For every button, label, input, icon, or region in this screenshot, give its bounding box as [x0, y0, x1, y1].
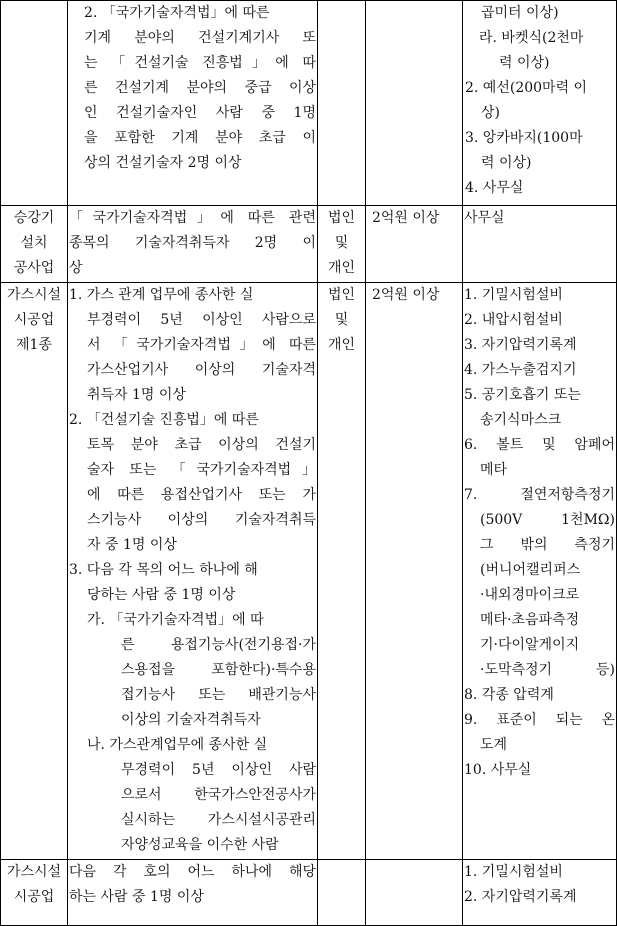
text-line: 6. 볼트 및 암페어	[464, 437, 615, 453]
applicant-cell	[318, 283, 366, 860]
text-line: 법인	[327, 287, 356, 303]
text-line: 2. 「건설기술 진흥법」에 따른	[69, 412, 259, 428]
text-line: 른 용접기능사(전기용접·가	[121, 637, 316, 653]
text-line: 도계	[480, 737, 508, 753]
text-line: 가스시설	[6, 864, 62, 880]
text-line: 및	[334, 235, 349, 251]
text-line: 7. 절연저항측정기	[464, 487, 615, 503]
text-line: 다음 각 호의 어느 하나에 해당	[69, 864, 316, 880]
equipment-cell	[463, 860, 617, 926]
capital-cell	[366, 206, 463, 283]
equipment-cell	[463, 206, 617, 283]
text-line: 시공업	[13, 312, 55, 328]
text-line: 술자 또는 「국가기술자격법」	[87, 462, 316, 478]
text-line: 스기능사 이상의 기술자격취득	[87, 512, 316, 528]
text-line: 나. 가스관계업무에 종사한 실	[87, 737, 268, 753]
text-line: 자양성교육을 이수한 사람	[121, 837, 279, 853]
text-line: 가스산업기사 이상의 기술자격	[87, 362, 316, 378]
text-line: 5. 공기호흡기 또는	[464, 387, 581, 403]
text-line: 부경력이 5년 이상인 사람으로	[87, 312, 316, 328]
text-line: 이상의 기술자격취득자	[121, 712, 261, 728]
text-line: 을 포함한 기계 분야 초급 이	[84, 130, 316, 146]
text-line: 에 따른 용접산업기사 또는 가	[87, 487, 316, 503]
text-line: 취득자 1명 이상	[87, 387, 186, 403]
capital-cell	[366, 1, 463, 206]
business-type-cell	[1, 1, 68, 206]
text-line: 른 건설기계 분야의 중급 이상	[84, 80, 316, 96]
text-line: 력 이상)	[481, 155, 532, 171]
text-line: 4. 가스누출검지기	[464, 362, 577, 378]
qualification-cell	[68, 860, 318, 926]
text-line: 1. 기밀시험설비	[464, 287, 563, 303]
table-row	[1, 283, 617, 860]
text-line: 서 「국가기술자격법」에 따른	[87, 337, 316, 353]
text-line: (버니어캘리퍼스	[480, 562, 581, 578]
text-line: 승강기	[13, 210, 55, 226]
text-line: ·도막측정기 등)	[480, 662, 615, 678]
business-type-cell	[1, 283, 68, 860]
text-line: 4. 사무실	[465, 180, 524, 196]
text-line: 9. 표준이 되는 온	[464, 712, 615, 728]
text-line: 8. 각종 압력계	[464, 687, 554, 703]
text-line: 스용접을 포함한다)·특수용	[121, 662, 316, 678]
text-line: 2. 자기압력기록계	[464, 889, 577, 905]
text-line: 메타·초음파측정	[480, 612, 580, 628]
text-line: 는 「건설기술 진흥법」에 따	[84, 55, 316, 71]
text-line: 3. 자기압력기록계	[464, 337, 577, 353]
applicant-cell	[318, 206, 366, 283]
text-line: 설치	[20, 235, 48, 251]
text-line: 1. 기밀시험설비	[464, 864, 563, 880]
text-line: 1. 가스 관계 업무에 종사한 실	[69, 287, 254, 303]
table-row	[1, 860, 617, 926]
text-line: 시공업	[13, 889, 55, 905]
text-line: 가. 「국가기술자격법」에 따	[87, 612, 264, 628]
text-line: (500V 1천MΩ)	[480, 512, 615, 528]
text-line: 기계 분야의 건설기계기사 또	[84, 30, 316, 46]
business-type-cell	[1, 206, 68, 283]
equipment-cell	[463, 1, 617, 206]
text-line: 및	[334, 312, 349, 328]
text-line: 2억원 이상	[372, 287, 440, 303]
text-line: 송기식마스크	[480, 412, 562, 428]
qualification-cell	[68, 1, 318, 206]
text-line: 상	[69, 260, 83, 276]
capital-cell	[366, 283, 463, 860]
text-line: 인 건설기술자인 사람 중 1명	[84, 105, 316, 121]
text-line: 으로서 한국가스안전공사가	[121, 787, 316, 803]
text-line: 개인	[327, 337, 356, 353]
text-line: 가스시설	[6, 287, 62, 303]
text-line: 2억원 이상	[372, 210, 440, 226]
text-line: 토목 분야 초급 이상의 건설기	[87, 437, 316, 453]
applicant-cell	[318, 860, 366, 926]
text-line: 2. 「국가기술자격법」에 따른	[84, 5, 270, 21]
text-line: 제1종	[16, 337, 52, 353]
text-line: 기·다이알게이지	[480, 637, 580, 653]
text-line: 실시하는 가스시설시공관리	[121, 812, 316, 828]
text-line: 라. 바켓식(2천마	[479, 30, 584, 46]
table-row	[1, 206, 617, 283]
text-line: 개인	[327, 260, 356, 276]
table-row	[1, 1, 617, 206]
text-line: 법인	[327, 210, 356, 226]
business-type-cell	[1, 860, 68, 926]
text-line: 자 중 1명 이상	[87, 537, 177, 553]
text-line: 메타	[480, 462, 508, 478]
qualification-cell	[68, 206, 318, 283]
qualification-cell	[68, 283, 318, 860]
text-line: 그 밖의 측정기	[480, 537, 615, 553]
text-line: 공사업	[13, 260, 55, 276]
text-line: 3. 다음 각 목의 어느 하나에 해	[69, 562, 258, 578]
text-line: 3. 앙카바지(100마	[465, 130, 583, 146]
text-line: 10. 사무실	[464, 762, 532, 778]
text-line: 접기능사 또는 배관기능사	[121, 687, 316, 703]
text-line: 상의 건설기술자 2명 이상	[84, 155, 242, 171]
text-line: 2. 예선(200마력 이	[465, 80, 588, 96]
text-line: 상)	[481, 105, 500, 121]
equipment-cell	[463, 283, 617, 860]
text-line: 사무실	[464, 210, 505, 226]
capital-cell	[366, 860, 463, 926]
applicant-cell	[318, 1, 366, 206]
text-line: 곱미터 이상)	[481, 5, 559, 21]
text-line: 당하는 사람 중 1명 이상	[87, 587, 236, 603]
text-line: 종목의 기술자격취득자 2명 이	[69, 235, 316, 251]
text-line: ·내외경마이크로	[480, 587, 580, 603]
text-line: 하는 사람 중 1명 이상	[69, 889, 204, 905]
text-line: 력 이상)	[499, 55, 550, 71]
text-line: 「국가기술자격법」에 따른 관련	[69, 210, 316, 226]
text-line: 2. 내압시험설비	[464, 312, 563, 328]
text-line: 무경력이 5년 이상인 사람	[121, 762, 316, 778]
